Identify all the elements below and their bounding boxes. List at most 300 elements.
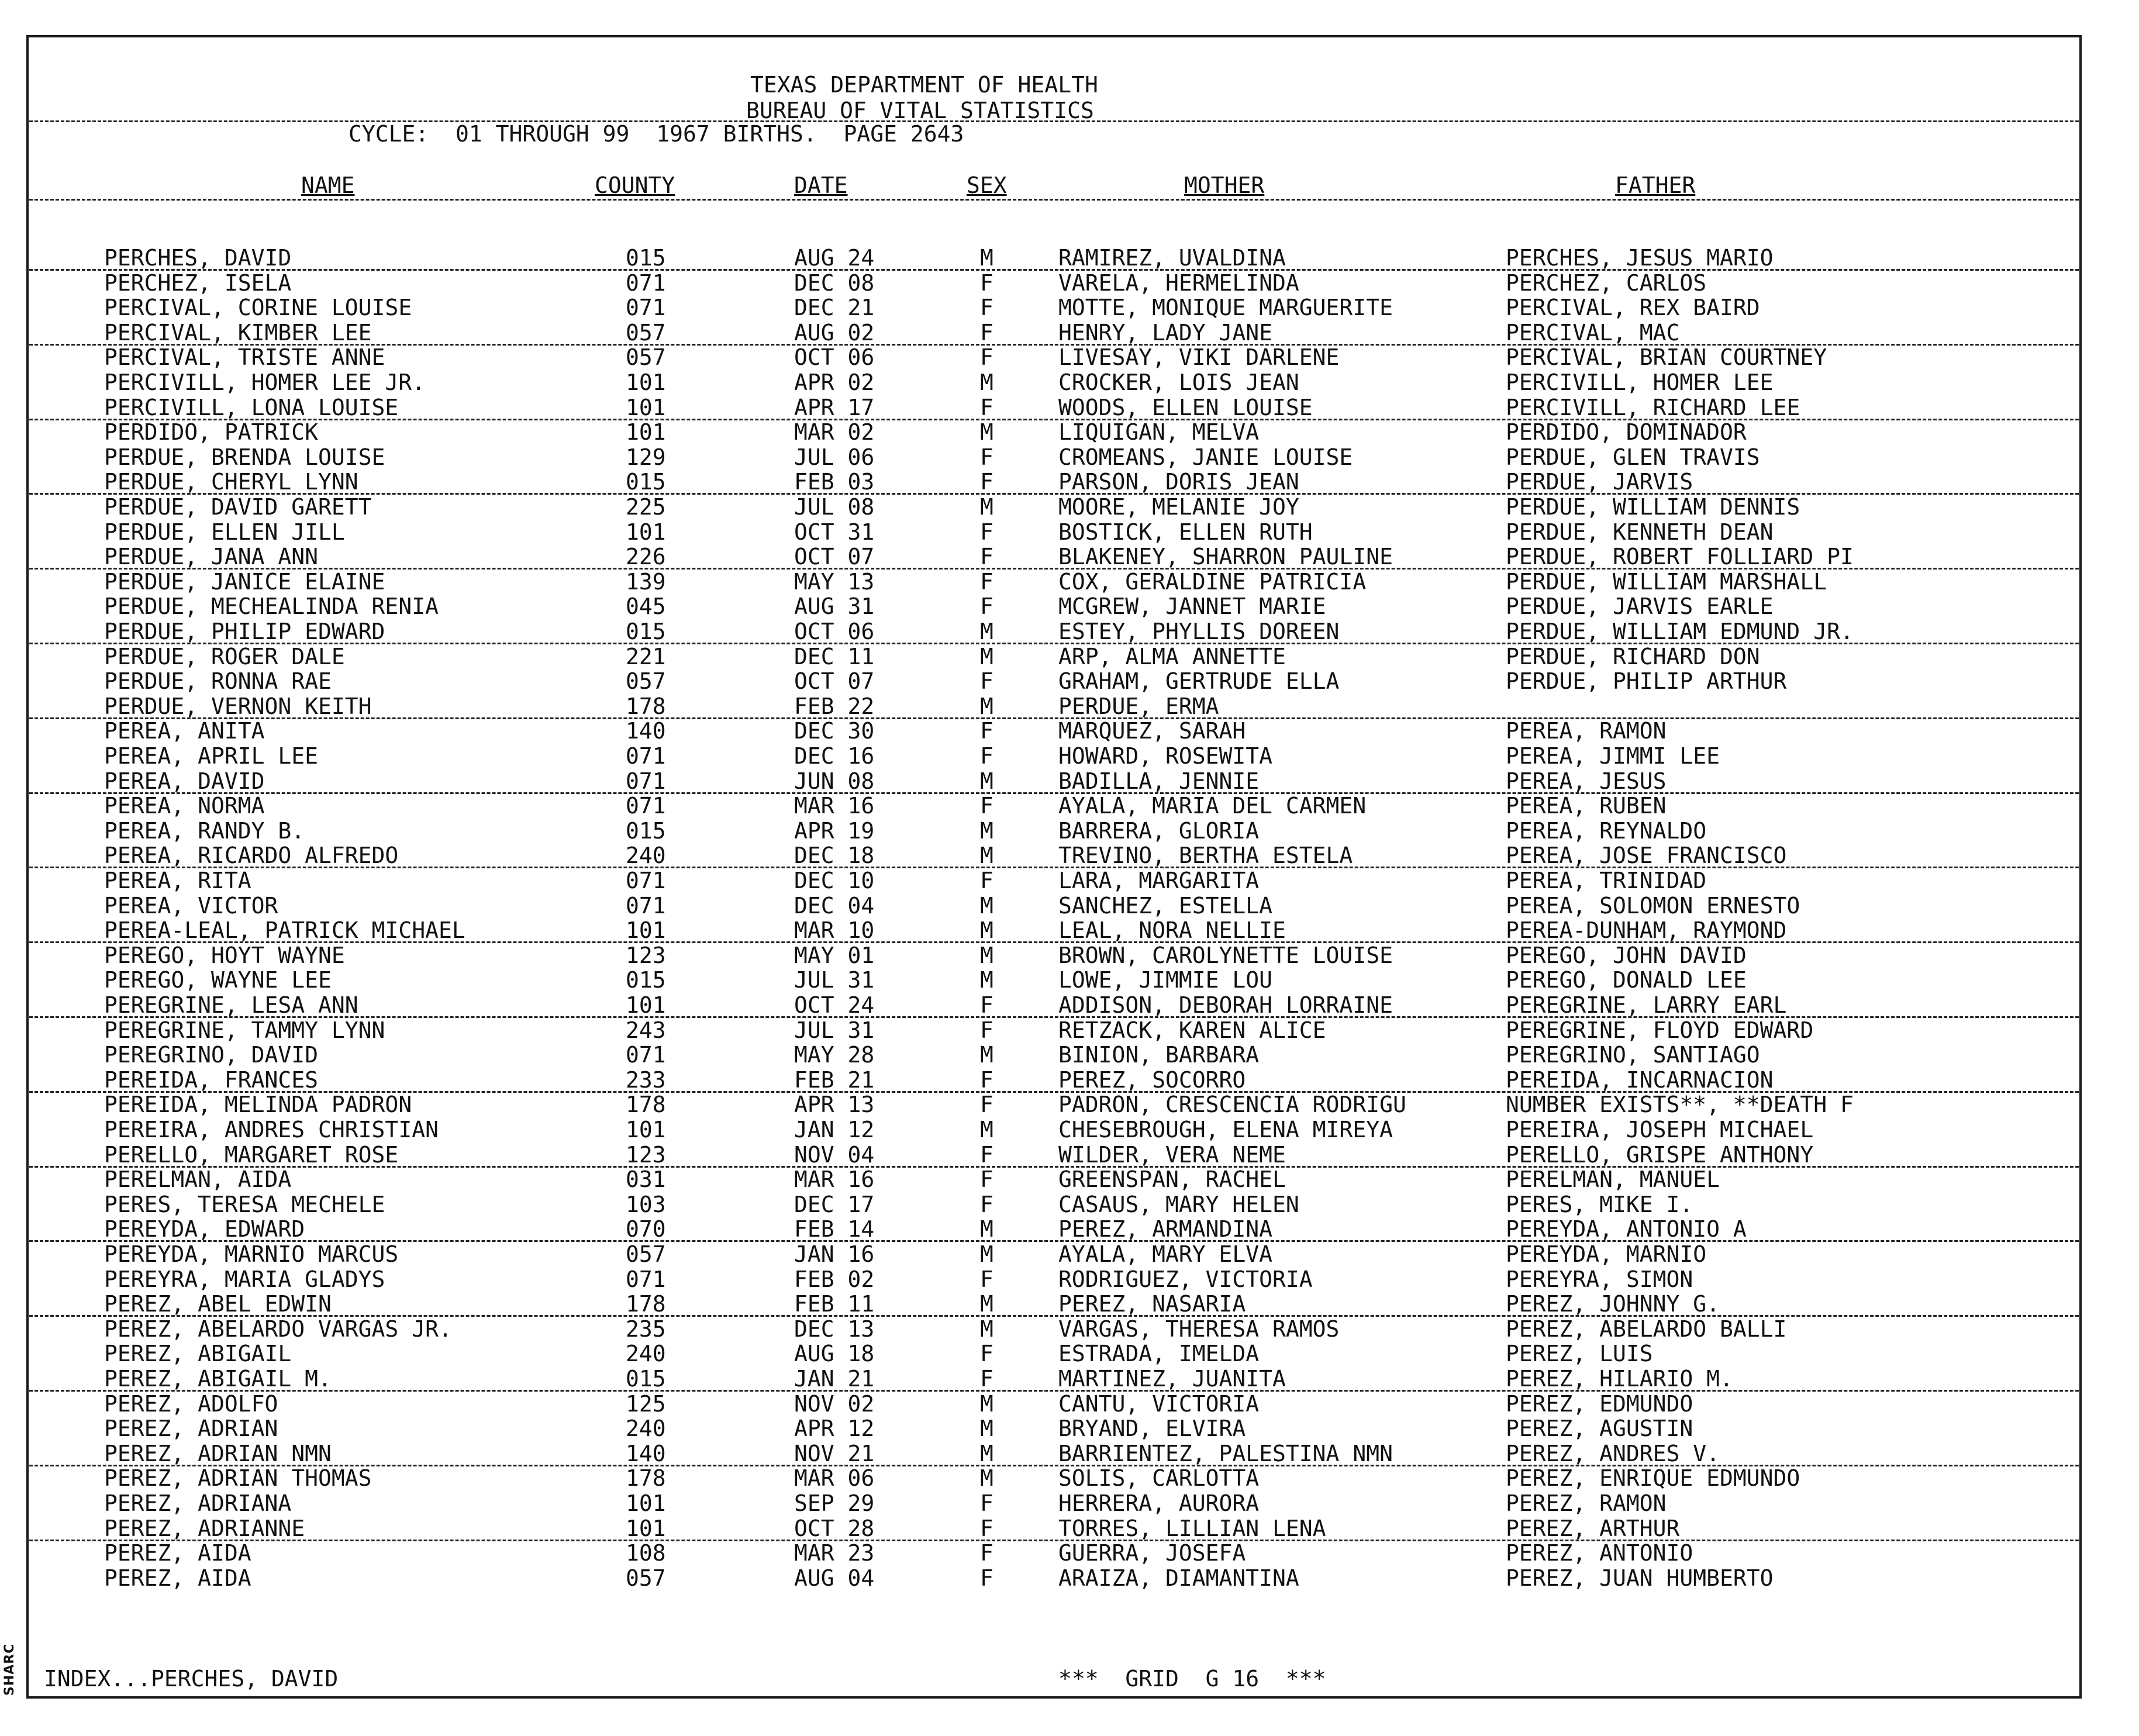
cell-sex: M: [980, 693, 993, 719]
cell-father: PEREA, SOLOMON ERNESTO: [1506, 892, 1800, 919]
table-row: [0, 1167, 2139, 1192]
cell-date: OCT 31: [794, 519, 875, 545]
cell-date: MAR 23: [794, 1540, 875, 1566]
cell-mother: RETZACK, KAREN ALICE: [1058, 1017, 1326, 1043]
cell-sex: M: [980, 1416, 993, 1442]
cell-father: PEREZ, AGUSTIN: [1506, 1416, 1693, 1442]
cell-father: PERCIVAL, BRIAN COURTNEY: [1506, 344, 1827, 371]
cell-name: PERCIVAL, KIMBER LEE: [104, 319, 372, 346]
cell-mother: ESTEY, PHYLLIS DOREEN: [1058, 619, 1340, 644]
cell-mother: BARRERA, GLORIA: [1058, 817, 1260, 844]
cell-county: 071: [626, 1266, 666, 1292]
cell-county: 015: [626, 619, 666, 644]
cell-name: PEREA-LEAL, PATRICK MICHAEL: [104, 917, 465, 944]
cell-name: PEREZ, ADRIANNE: [104, 1515, 305, 1541]
cell-father: PEREIRA, JOSEPH MICHAEL: [1506, 1117, 1814, 1143]
cell-sex: M: [980, 1440, 993, 1466]
cell-mother: CANTU, VICTORIA: [1058, 1390, 1260, 1417]
table-row: [0, 1117, 2139, 1142]
cell-name: PERCHES, DAVID: [104, 245, 292, 271]
cell-county: 123: [626, 942, 666, 968]
cell-sex: M: [980, 619, 993, 644]
cell-father: PEREGRINO, SANTIAGO: [1506, 1042, 1760, 1068]
cell-county: 071: [626, 793, 666, 819]
cell-sex: M: [980, 892, 993, 919]
table-row: [0, 719, 2139, 743]
cell-mother: GUERRA, JOSEFA: [1058, 1540, 1246, 1566]
cell-date: NOV 21: [794, 1440, 875, 1466]
cell-mother: ADDISON, DEBORAH LORRAINE: [1058, 992, 1393, 1018]
cell-father: PERDUE, JARVIS: [1506, 469, 1693, 495]
cell-name: PEREZ, AIDA: [104, 1565, 251, 1591]
cell-county: 123: [626, 1141, 666, 1168]
cell-name: PERDUE, BRENDA LOUISE: [104, 444, 385, 470]
cell-name: PEREA, RITA: [104, 868, 251, 893]
cell-date: DEC 10: [794, 868, 875, 893]
cell-father: PERDUE, JARVIS EARLE: [1506, 593, 1774, 620]
cell-mother: CHESEBROUGH, ELENA MIREYA: [1058, 1117, 1393, 1143]
table-row: [0, 594, 2139, 619]
cell-mother: WOODS, ELLEN LOUISE: [1058, 394, 1313, 420]
cell-date: MAY 28: [794, 1042, 875, 1068]
cell-mother: AYALA, MARY ELVA: [1058, 1241, 1273, 1267]
cell-county: 015: [626, 817, 666, 844]
cell-county: 140: [626, 718, 666, 744]
cell-father: PEREZ, ANDRES V.: [1506, 1440, 1720, 1466]
cell-father: PERDUE, WILLIAM MARSHALL: [1506, 568, 1827, 595]
cell-father: PERELMAN, MANUEL: [1506, 1166, 1720, 1193]
cell-date: OCT 06: [794, 619, 875, 644]
cell-date: DEC 08: [794, 270, 875, 296]
cell-name: PEREZ, ABIGAIL: [104, 1341, 292, 1367]
cell-date: APR 13: [794, 1092, 875, 1118]
table-row: [0, 1242, 2139, 1266]
table-row: [0, 1217, 2139, 1241]
cell-date: FEB 03: [794, 469, 875, 495]
cell-mother: PEREZ, SOCORRO: [1058, 1067, 1246, 1093]
table-row: [0, 1366, 2139, 1391]
cell-mother: RODRIGUEZ, VICTORIA: [1058, 1266, 1313, 1292]
cell-father: PEREA, JESUS: [1506, 768, 1667, 794]
cell-father: PERCIVAL, REX BAIRD: [1506, 295, 1760, 321]
cell-father: PEREGRINE, FLOYD EDWARD: [1506, 1017, 1814, 1043]
cell-name: PEREA, VICTOR: [104, 892, 278, 919]
cell-county: 015: [626, 469, 666, 495]
cell-date: MAR 16: [794, 1166, 875, 1193]
cell-name: PEREYRA, MARIA GLADYS: [104, 1266, 385, 1292]
cell-county: 129: [626, 444, 666, 470]
cell-name: PEREA, RANDY B.: [104, 817, 305, 844]
column-header-date: DATE: [794, 172, 848, 198]
cell-father: PEREA, RAMON: [1506, 718, 1667, 744]
cell-date: MAY 13: [794, 568, 875, 595]
table-row: [0, 644, 2139, 669]
cell-date: DEC 18: [794, 843, 875, 869]
cell-county: 071: [626, 295, 666, 321]
table-row: [0, 1043, 2139, 1067]
cell-father: PEREZ, ENRIQUE EDMUNDO: [1506, 1465, 1800, 1492]
column-header-sex: SEX: [967, 172, 1007, 198]
cell-sex: M: [980, 843, 993, 869]
cell-county: 071: [626, 1042, 666, 1068]
cell-county: 101: [626, 992, 666, 1018]
cell-mother: ESTRADA, IMELDA: [1058, 1341, 1260, 1367]
cell-date: DEC 16: [794, 743, 875, 769]
table-row: [0, 943, 2139, 968]
cell-date: MAR 10: [794, 917, 875, 944]
cell-sex: F: [980, 992, 993, 1018]
cell-name: PERDUE, JANA ANN: [104, 544, 319, 570]
cell-county: 178: [626, 1092, 666, 1118]
cell-father: PEREA, JOSE FRANCISCO: [1506, 843, 1787, 869]
cell-sex: M: [980, 1241, 993, 1267]
table-row: [0, 1317, 2139, 1341]
cell-date: OCT 24: [794, 992, 875, 1018]
cell-father: PEREZ, ARTHUR: [1506, 1515, 1680, 1541]
cell-sex: F: [980, 593, 993, 620]
cell-name: PEREA, RICARDO ALFREDO: [104, 843, 399, 869]
cell-county: 139: [626, 568, 666, 595]
table-row: [0, 320, 2139, 345]
cell-sex: M: [980, 245, 993, 271]
cell-father: PERDUE, ROBERT FOLLIARD PI: [1506, 544, 1854, 570]
table-row: [0, 669, 2139, 693]
table-row: [0, 793, 2139, 818]
cell-date: AUG 04: [794, 1565, 875, 1591]
cell-mother: BLAKENEY, SHARRON PAULINE: [1058, 544, 1393, 570]
cell-sex: F: [980, 793, 993, 819]
cell-mother: MOORE, MELANIE JOY: [1058, 494, 1299, 520]
table-row: [0, 420, 2139, 444]
table-row: [0, 993, 2139, 1017]
table-row: [0, 769, 2139, 793]
cell-county: 057: [626, 1241, 666, 1267]
cell-sex: F: [980, 519, 993, 545]
cell-county: 071: [626, 868, 666, 893]
table-row: [0, 395, 2139, 420]
cell-date: FEB 02: [794, 1266, 875, 1292]
cell-date: APR 12: [794, 1416, 875, 1442]
table-row: [0, 843, 2139, 868]
column-header-name: NAME: [301, 172, 355, 198]
cell-father: PEREYRA, SIMON: [1506, 1266, 1693, 1292]
cell-mother: TORRES, LILLIAN LENA: [1058, 1515, 1326, 1541]
cell-county: 178: [626, 1465, 666, 1492]
cell-date: DEC 13: [794, 1316, 875, 1342]
cell-mother: LIVESAY, VIKI DARLENE: [1058, 344, 1340, 371]
cell-father: PEREA, TRINIDAD: [1506, 868, 1707, 893]
cell-mother: BRYAND, ELVIRA: [1058, 1416, 1246, 1442]
cell-name: PERCIVAL, CORINE LOUISE: [104, 295, 412, 321]
cell-county: 101: [626, 917, 666, 944]
cell-father: PERCHES, JESUS MARIO: [1506, 245, 1774, 271]
cell-name: PERDUE, MECHEALINDA RENIA: [104, 593, 439, 620]
cell-name: PEREGO, WAYNE LEE: [104, 967, 332, 993]
table-row: [0, 1491, 2139, 1516]
table-row: [0, 1541, 2139, 1565]
cell-mother: SANCHEZ, ESTELLA: [1058, 892, 1273, 919]
table-row: [0, 345, 2139, 370]
cell-date: OCT 06: [794, 344, 875, 371]
cell-sex: F: [980, 1017, 993, 1043]
cell-name: PEREGRINE, TAMMY LYNN: [104, 1017, 385, 1043]
cell-county: 101: [626, 1515, 666, 1541]
cell-mother: MARTINEZ, JUANITA: [1058, 1366, 1286, 1392]
cell-sex: M: [980, 1291, 993, 1317]
cell-date: FEB 21: [794, 1067, 875, 1093]
cell-father: PERES, MIKE I.: [1506, 1191, 1693, 1217]
cell-father: PEREYDA, ANTONIO A: [1506, 1216, 1747, 1243]
cell-mother: LIQUIGAN, MELVA: [1058, 419, 1260, 446]
cell-county: 178: [626, 1291, 666, 1317]
cell-father: PERCIVILL, HOMER LEE: [1506, 370, 1774, 395]
cell-father: PERCHEZ, CARLOS: [1506, 270, 1707, 296]
cell-father: PEREIDA, INCARNACION: [1506, 1067, 1774, 1093]
cell-sex: M: [980, 967, 993, 993]
cell-date: FEB 11: [794, 1291, 875, 1317]
cell-name: PERES, TERESA MECHELE: [104, 1191, 385, 1217]
cell-county: 057: [626, 1565, 666, 1591]
cell-name: PEREIRA, ANDRES CHRISTIAN: [104, 1117, 439, 1143]
cell-mother: HOWARD, ROSEWITA: [1058, 743, 1273, 769]
cell-sex: F: [980, 1266, 993, 1292]
cell-name: PEREGRINE, LESA ANN: [104, 992, 358, 1018]
cell-father: PEREA, RUBEN: [1506, 793, 1667, 819]
cell-date: OCT 28: [794, 1515, 875, 1541]
cell-date: JAN 21: [794, 1366, 875, 1392]
cell-county: 240: [626, 1341, 666, 1367]
cell-mother: VARELA, HERMELINDA: [1058, 270, 1299, 296]
cell-mother: ARP, ALMA ANNETTE: [1058, 643, 1286, 669]
table-row: [0, 1416, 2139, 1441]
table-row: [0, 918, 2139, 943]
cell-father: PERCIVILL, RICHARD LEE: [1506, 394, 1800, 420]
table-row: [0, 1392, 2139, 1416]
cell-mother: SOLIS, CARLOTTA: [1058, 1465, 1260, 1492]
table-row: [0, 694, 2139, 719]
cell-father: PEREZ, JUAN HUMBERTO: [1506, 1565, 1774, 1591]
cell-mother: GREENSPAN, RACHEL: [1058, 1166, 1286, 1193]
cell-name: PEREA, NORMA: [104, 793, 265, 819]
cell-county: 243: [626, 1017, 666, 1043]
cell-father: PEREA, REYNALDO: [1506, 817, 1707, 844]
cell-father: PEREZ, JOHNNY G.: [1506, 1291, 1720, 1317]
cell-father: NUMBER EXISTS**, **DEATH F: [1506, 1092, 1854, 1118]
cell-sex: M: [980, 1316, 993, 1342]
cell-father: PERDUE, WILLIAM DENNIS: [1506, 494, 1800, 520]
cell-date: JUL 31: [794, 1017, 875, 1043]
cell-sex: M: [980, 942, 993, 968]
cell-sex: F: [980, 1141, 993, 1168]
cell-name: PERCIVILL, HOMER LEE JR.: [104, 370, 426, 395]
cell-county: 225: [626, 494, 666, 520]
cell-date: NOV 04: [794, 1141, 875, 1168]
cell-sex: M: [980, 1042, 993, 1068]
cell-father: PEREGRINE, LARRY EARL: [1506, 992, 1787, 1018]
cell-mother: PEREZ, ARMANDINA: [1058, 1216, 1273, 1243]
cell-date: FEB 22: [794, 693, 875, 719]
cell-sex: M: [980, 817, 993, 844]
cell-county: 071: [626, 743, 666, 769]
cell-name: PEREZ, AIDA: [104, 1540, 251, 1566]
cell-sex: F: [980, 1092, 993, 1118]
cell-name: PEREA, DAVID: [104, 768, 265, 794]
cell-date: AUG 18: [794, 1341, 875, 1367]
cell-father: PERDIDO, DOMINADOR: [1506, 419, 1747, 446]
column-header-county: COUNTY: [595, 172, 675, 198]
cell-date: APR 19: [794, 817, 875, 844]
cell-date: MAR 02: [794, 419, 875, 446]
table-row: [0, 1466, 2139, 1490]
cell-mother: LOWE, JIMMIE LOU: [1058, 967, 1273, 993]
cell-mother: BROWN, CAROLYNETTE LOUISE: [1058, 942, 1393, 968]
cell-county: 070: [626, 1216, 666, 1243]
table-row: [0, 893, 2139, 918]
cell-name: PEREYDA, MARNIO MARCUS: [104, 1241, 399, 1267]
cell-sex: F: [980, 1166, 993, 1193]
table-row: [0, 1516, 2139, 1541]
cell-county: 101: [626, 519, 666, 545]
cell-mother: BARRIENTEZ, PALESTINA NMN: [1058, 1440, 1393, 1466]
table-row: [0, 819, 2139, 843]
table-row: [0, 1092, 2139, 1117]
cell-father: PERDUE, RICHARD DON: [1506, 643, 1760, 669]
cell-mother: HERRERA, AURORA: [1058, 1490, 1260, 1516]
cell-mother: CROCKER, LOIS JEAN: [1058, 370, 1299, 395]
cell-county: 045: [626, 593, 666, 620]
cell-date: JUL 08: [794, 494, 875, 520]
cell-county: 031: [626, 1166, 666, 1193]
table-row: [0, 1018, 2139, 1043]
cell-name: PEREZ, ADRIANA: [104, 1490, 292, 1516]
cell-date: OCT 07: [794, 668, 875, 695]
cell-county: 015: [626, 245, 666, 271]
table-row: [0, 370, 2139, 395]
cell-mother: GRAHAM, GERTRUDE ELLA: [1058, 668, 1340, 695]
cell-date: SEP 29: [794, 1490, 875, 1516]
cell-father: PERDUE, GLEN TRAVIS: [1506, 444, 1760, 470]
cell-county: 103: [626, 1191, 666, 1217]
cell-name: PERCIVILL, LONA LOUISE: [104, 394, 399, 420]
cell-date: AUG 24: [794, 245, 875, 271]
cell-sex: F: [980, 469, 993, 495]
cell-mother: LEAL, NORA NELLIE: [1058, 917, 1286, 944]
cell-mother: LARA, MARGARITA: [1058, 868, 1260, 893]
table-row: [0, 744, 2139, 768]
cell-county: 015: [626, 1366, 666, 1392]
cell-mother: MCGREW, JANNET MARIE: [1058, 593, 1326, 620]
cell-county: 140: [626, 1440, 666, 1466]
table-row: [0, 544, 2139, 569]
cell-name: PEREIDA, FRANCES: [104, 1067, 319, 1093]
cell-county: 221: [626, 643, 666, 669]
cell-county: 178: [626, 693, 666, 719]
cell-sex: M: [980, 643, 993, 669]
cell-sex: F: [980, 718, 993, 744]
cell-county: 101: [626, 1490, 666, 1516]
cell-county: 057: [626, 319, 666, 346]
cell-date: NOV 02: [794, 1390, 875, 1417]
cell-date: APR 17: [794, 394, 875, 420]
cell-sex: M: [980, 917, 993, 944]
cell-date: JUL 06: [794, 444, 875, 470]
cell-date: JAN 12: [794, 1117, 875, 1143]
cell-name: PERCIVAL, TRISTE ANNE: [104, 344, 385, 371]
header-line-1: TEXAS DEPARTMENT OF HEALTH: [750, 72, 1098, 98]
cell-county: 101: [626, 394, 666, 420]
cell-name: PERELMAN, AIDA: [104, 1166, 292, 1193]
cell-sex: F: [980, 270, 993, 296]
cell-mother: CROMEANS, JANIE LOUISE: [1058, 444, 1353, 470]
table-row: [0, 570, 2139, 594]
cell-name: PERDUE, RONNA RAE: [104, 668, 332, 695]
cell-sex: F: [980, 1191, 993, 1217]
cell-mother: HENRY, LADY JANE: [1058, 319, 1273, 346]
cell-father: PERCIVAL, MAC: [1506, 319, 1680, 346]
cell-date: DEC 11: [794, 643, 875, 669]
cell-county: 071: [626, 768, 666, 794]
table-row: [0, 495, 2139, 519]
cell-county: 101: [626, 370, 666, 395]
table-row: [0, 1267, 2139, 1292]
cell-date: OCT 07: [794, 544, 875, 570]
cell-county: 057: [626, 344, 666, 371]
cell-date: MAR 06: [794, 1465, 875, 1492]
table-row: [0, 520, 2139, 544]
cell-date: DEC 21: [794, 295, 875, 321]
cell-name: PEREIDA, MELINDA PADRON: [104, 1092, 412, 1118]
cell-name: PEREZ, ADRIAN: [104, 1416, 278, 1442]
cell-sex: M: [980, 370, 993, 395]
table-row: [0, 445, 2139, 470]
cell-date: JUL 31: [794, 967, 875, 993]
cell-mother: BINION, BARBARA: [1058, 1042, 1260, 1068]
footer-index: INDEX...PERCHES, DAVID: [44, 1666, 339, 1692]
table-row: [0, 1566, 2139, 1590]
cell-sex: F: [980, 544, 993, 570]
cell-father: PEREZ, EDMUNDO: [1506, 1390, 1693, 1417]
column-header-divider: [29, 199, 2079, 201]
table-row: [0, 295, 2139, 320]
cell-date: FEB 14: [794, 1216, 875, 1243]
table-row: [0, 246, 2139, 270]
cell-name: PEREGRINO, DAVID: [104, 1042, 319, 1068]
cell-name: PEREZ, ABELARDO VARGAS JR.: [104, 1316, 452, 1342]
cell-father: PEREZ, ANTONIO: [1506, 1540, 1693, 1566]
side-label: SHARC: [2, 1643, 17, 1696]
cell-mother: ARAIZA, DIAMANTINA: [1058, 1565, 1299, 1591]
table-row: [0, 271, 2139, 295]
cell-mother: PADRON, CRESCENCIA RODRIGU: [1058, 1092, 1406, 1118]
cell-father: PEREGO, DONALD LEE: [1506, 967, 1747, 993]
cell-sex: M: [980, 768, 993, 794]
table-row: [0, 1341, 2139, 1366]
cell-date: APR 02: [794, 370, 875, 395]
cell-mother: COX, GERALDINE PATRICIA: [1058, 568, 1367, 595]
cell-county: 233: [626, 1067, 666, 1093]
cell-mother: CASAUS, MARY HELEN: [1058, 1191, 1299, 1217]
cell-father: PEREA, JIMMI LEE: [1506, 743, 1720, 769]
cell-mother: BADILLA, JENNIE: [1058, 768, 1260, 794]
cell-sex: M: [980, 419, 993, 446]
cell-sex: F: [980, 1490, 993, 1516]
cell-father: PEREZ, RAMON: [1506, 1490, 1667, 1516]
cell-name: PERDUE, VERNON KEITH: [104, 693, 372, 719]
cell-county: 071: [626, 270, 666, 296]
cell-mother: PERDUE, ERMA: [1058, 693, 1219, 719]
cell-name: PEREZ, ADRIAN NMN: [104, 1440, 332, 1466]
cell-date: DEC 30: [794, 718, 875, 744]
